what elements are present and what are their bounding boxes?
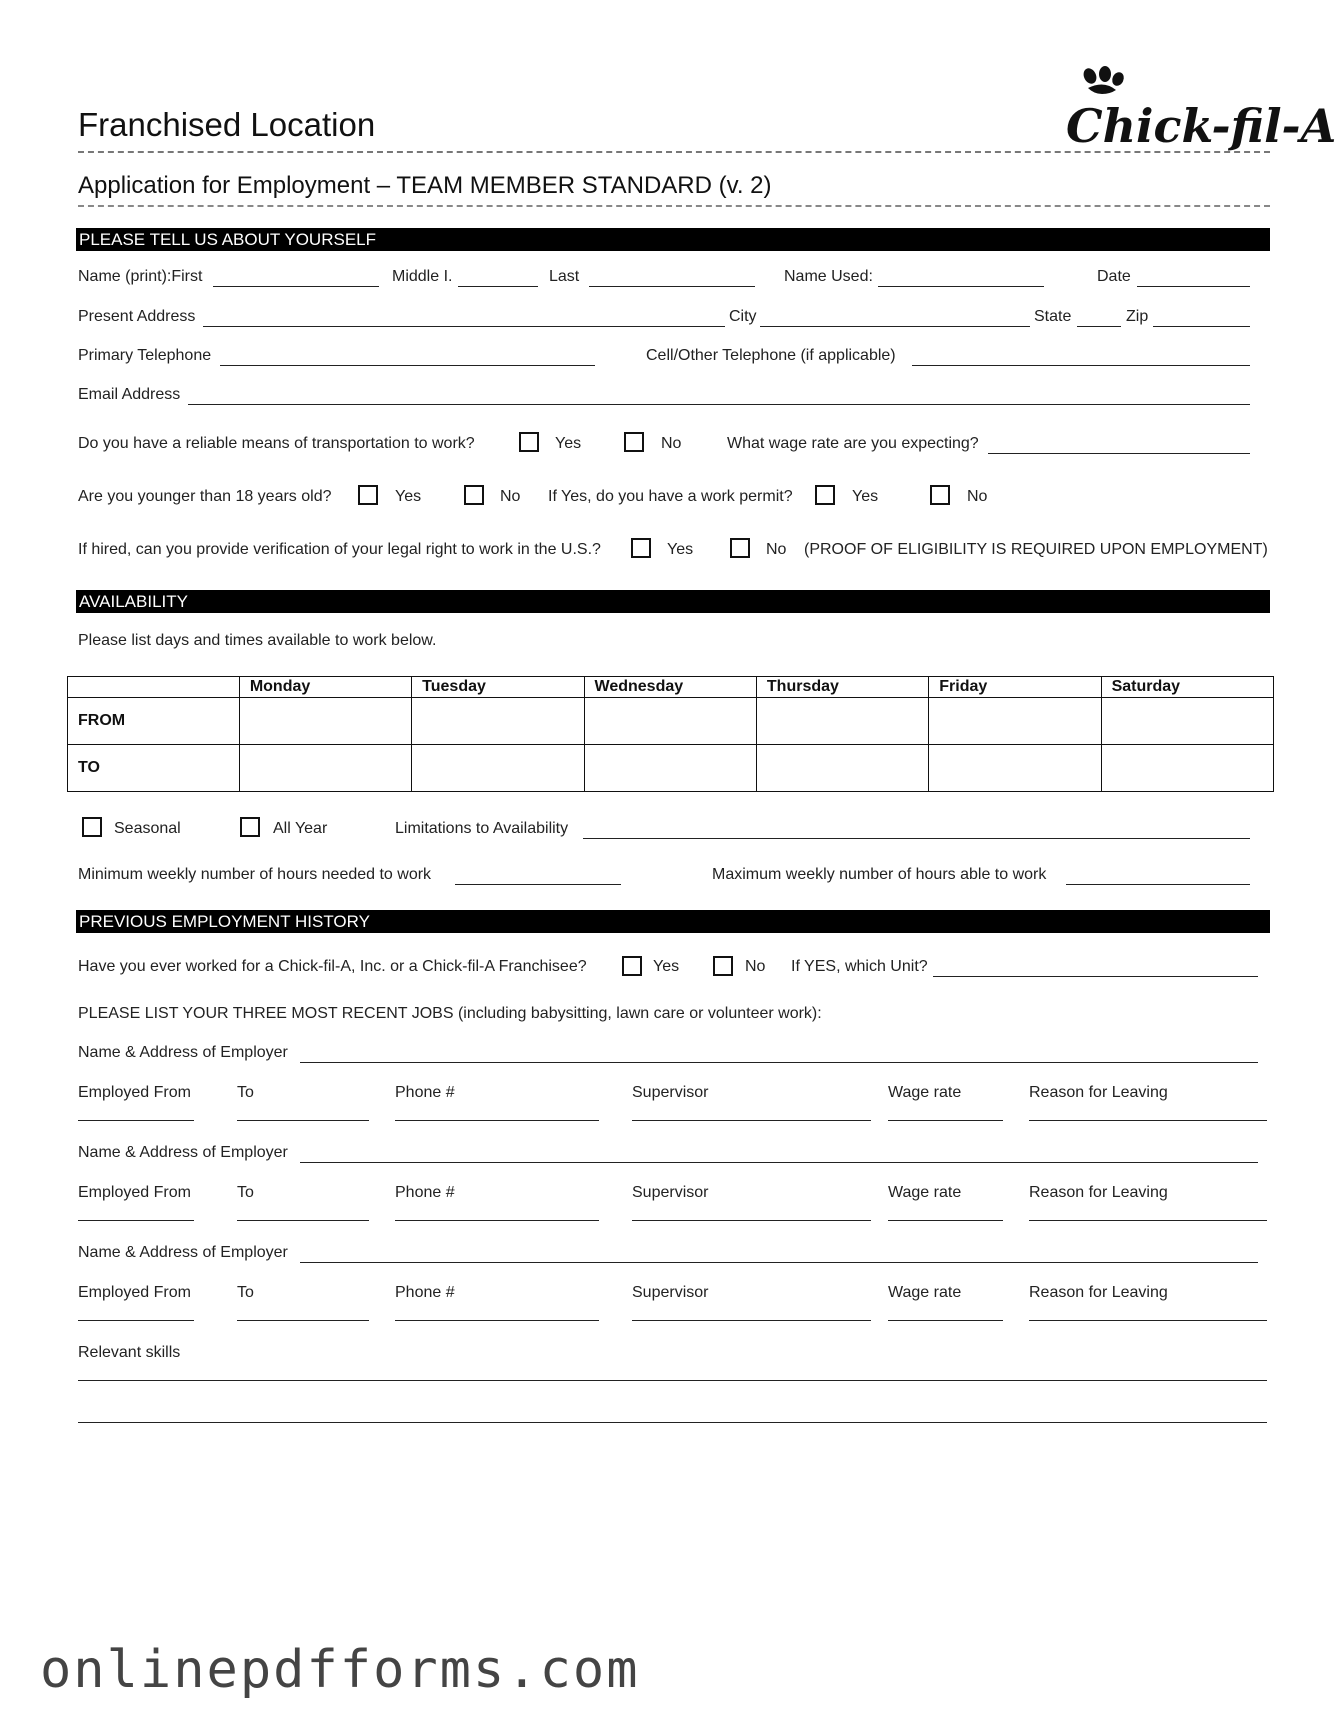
employed-from-field[interactable] xyxy=(78,1120,194,1121)
to-cell[interactable] xyxy=(412,745,584,792)
first-name-label: Name (print):First xyxy=(78,268,203,285)
worked-before-yes-checkbox[interactable] xyxy=(622,956,642,976)
wage-rate-label: Wage rate xyxy=(888,1184,962,1201)
reason-leaving-label: Reason for Leaving xyxy=(1029,1284,1168,1301)
reason-leaving-field[interactable] xyxy=(1029,1220,1267,1221)
availability-from-row xyxy=(68,698,1274,745)
from-cell[interactable] xyxy=(756,698,928,745)
availability-instruction: Please list days and times available to work below. xyxy=(78,632,437,649)
worked-before-yes-label: Yes xyxy=(653,958,680,975)
max-hours-field[interactable] xyxy=(1066,884,1250,885)
last-name-label: Last xyxy=(549,268,580,285)
header-divider xyxy=(78,151,1270,153)
which-unit-label: If YES, which Unit? xyxy=(791,958,928,975)
age-no-checkbox[interactable] xyxy=(464,485,484,505)
phone-label: Phone # xyxy=(395,1184,455,1201)
logo-text: Chick-fil-A xyxy=(1066,99,1337,153)
name-used-label: Name Used: xyxy=(784,268,873,285)
worked-before-no-checkbox[interactable] xyxy=(713,956,733,976)
employer-field[interactable] xyxy=(300,1062,1258,1063)
which-unit-field[interactable] xyxy=(933,976,1258,977)
relevant-skills-line-2[interactable] xyxy=(78,1422,1267,1423)
phone-field[interactable] xyxy=(395,1120,599,1121)
reason-leaving-field[interactable] xyxy=(1029,1320,1267,1321)
from-cell[interactable] xyxy=(239,698,411,745)
permit-question: If Yes, do you have a work permit? xyxy=(548,488,793,505)
middle-initial-label: Middle I. xyxy=(392,268,453,285)
supervisor-field[interactable] xyxy=(632,1120,871,1121)
form-subtitle: Application for Employment – TEAM MEMBER STANDARD (v. 2) xyxy=(78,172,772,199)
primary-phone-field[interactable] xyxy=(220,365,595,366)
zip-field[interactable] xyxy=(1153,326,1250,327)
employed-from-label: Employed From xyxy=(78,1284,191,1301)
form-title: Franchised Location xyxy=(78,106,376,143)
last-name-field[interactable] xyxy=(589,286,755,287)
wage-rate-field[interactable] xyxy=(888,1320,1003,1321)
employed-to-label: To xyxy=(237,1284,254,1301)
min-hours-label: Minimum weekly number of hours needed to work xyxy=(78,866,432,883)
availability-header-row xyxy=(68,677,1274,698)
wage-rate-label: Wage rate xyxy=(888,1084,962,1101)
permit-yes-checkbox[interactable] xyxy=(815,485,835,505)
primary-phone-label: Primary Telephone xyxy=(78,347,212,364)
wage-expected-field[interactable] xyxy=(988,453,1250,454)
chick-fil-a-logo xyxy=(1058,66,1337,156)
name-used-field[interactable] xyxy=(878,286,1044,287)
day-header: Monday xyxy=(239,677,411,698)
employed-from-field[interactable] xyxy=(78,1220,194,1221)
age-question: Are you younger than 18 years old? xyxy=(78,488,332,505)
middle-initial-field[interactable] xyxy=(458,286,538,287)
age-no-label: No xyxy=(500,488,521,505)
availability-table xyxy=(67,676,1274,792)
day-header: Tuesday xyxy=(412,677,584,698)
recent-jobs-instruction: PLEASE LIST YOUR THREE MOST RECENT JOBS (including babysitting, lawn care or volunteer work): xyxy=(78,1005,822,1022)
supervisor-label: Supervisor xyxy=(632,1184,709,1201)
employer-label: Name & Address of Employer xyxy=(78,1244,288,1261)
supervisor-label: Supervisor xyxy=(632,1284,709,1301)
worked-before-question: Have you ever worked for a Chick-fil-A, Inc. or a Chick-fil-A Franchisee? xyxy=(78,958,587,975)
date-label: Date xyxy=(1097,268,1131,285)
city-field[interactable] xyxy=(760,326,1030,327)
to-cell[interactable] xyxy=(756,745,928,792)
employer-label: Name & Address of Employer xyxy=(78,1044,288,1061)
to-cell[interactable] xyxy=(584,745,756,792)
supervisor-field[interactable] xyxy=(632,1220,871,1221)
email-field[interactable] xyxy=(188,404,1250,405)
legal-no-label: No xyxy=(766,541,787,558)
permit-no-checkbox[interactable] xyxy=(930,485,950,505)
subtitle-divider xyxy=(78,205,1270,207)
max-hours-label: Maximum weekly number of hours able to work xyxy=(712,866,1047,883)
relevant-skills-label: Relevant skills xyxy=(78,1344,181,1361)
city-label: City xyxy=(729,308,757,325)
employed-to-label: To xyxy=(237,1084,254,1101)
state-field[interactable] xyxy=(1077,326,1121,327)
employed-from-field[interactable] xyxy=(78,1320,194,1321)
first-name-field[interactable] xyxy=(213,286,379,287)
phone-field[interactable] xyxy=(395,1220,599,1221)
legal-right-question: If hired, can you provide verification of your legal right to work in the U.S.? xyxy=(78,541,601,558)
to-cell[interactable] xyxy=(929,745,1101,792)
age-yes-label: Yes xyxy=(395,488,422,505)
day-header: Thursday xyxy=(756,677,928,698)
all-year-checkbox[interactable] xyxy=(240,817,260,837)
availability-corner-cell xyxy=(68,677,240,698)
section-header-history: PREVIOUS EMPLOYMENT HISTORY xyxy=(76,910,1270,933)
reason-leaving-field[interactable] xyxy=(1029,1120,1267,1121)
employed-from-label: Employed From xyxy=(78,1084,191,1101)
day-header: Wednesday xyxy=(584,677,756,698)
wage-rate-field[interactable] xyxy=(888,1220,1003,1221)
date-field[interactable] xyxy=(1137,286,1250,287)
email-label: Email Address xyxy=(78,386,181,403)
employed-to-label: To xyxy=(237,1184,254,1201)
permit-no-label: No xyxy=(967,488,988,505)
to-cell[interactable] xyxy=(239,745,411,792)
phone-label: Phone # xyxy=(395,1284,455,1301)
phone-label: Phone # xyxy=(395,1084,455,1101)
employed-from-label: Employed From xyxy=(78,1184,191,1201)
employed-to-field[interactable] xyxy=(237,1120,369,1121)
from-cell[interactable] xyxy=(584,698,756,745)
zip-label: Zip xyxy=(1126,308,1149,325)
availability-to-row xyxy=(68,745,1274,792)
employed-to-field[interactable] xyxy=(237,1320,369,1321)
from-cell[interactable] xyxy=(412,698,584,745)
employer-field[interactable] xyxy=(300,1162,1258,1163)
worked-before-no-label: No xyxy=(745,958,766,975)
wage-question: What wage rate are you expecting? xyxy=(727,435,979,452)
transport-yes-checkbox[interactable] xyxy=(519,432,539,452)
row-label-to: TO xyxy=(68,745,240,792)
cell-phone-label: Cell/Other Telephone (if applicable) xyxy=(646,347,896,364)
row-label-from: FROM xyxy=(68,698,240,745)
legal-yes-label: Yes xyxy=(667,541,694,558)
present-address-field[interactable] xyxy=(203,326,725,327)
transport-no-checkbox[interactable] xyxy=(624,432,644,452)
employer-label: Name & Address of Employer xyxy=(78,1144,288,1161)
section-header-about: PLEASE TELL US ABOUT YOURSELF xyxy=(76,228,1270,251)
all-year-label: All Year xyxy=(273,820,328,837)
age-yes-checkbox[interactable] xyxy=(358,485,378,505)
section-header-availability: AVAILABILITY xyxy=(76,590,1270,613)
reason-leaving-label: Reason for Leaving xyxy=(1029,1184,1168,1201)
day-header: Saturday xyxy=(1101,677,1273,698)
day-header: Friday xyxy=(929,677,1101,698)
watermark: onlinepdfforms.com xyxy=(40,1640,640,1700)
min-hours-field[interactable] xyxy=(455,884,621,885)
supervisor-field[interactable] xyxy=(632,1320,871,1321)
from-cell[interactable] xyxy=(1101,698,1273,745)
reason-leaving-label: Reason for Leaving xyxy=(1029,1084,1168,1101)
phone-field[interactable] xyxy=(395,1320,599,1321)
permit-yes-label: Yes xyxy=(852,488,879,505)
supervisor-label: Supervisor xyxy=(632,1084,709,1101)
transport-yes-label: Yes xyxy=(555,435,582,452)
employed-to-field[interactable] xyxy=(237,1220,369,1221)
limitations-field[interactable] xyxy=(583,838,1250,839)
seasonal-checkbox[interactable] xyxy=(82,817,102,837)
state-label: State xyxy=(1034,308,1072,325)
seasonal-label: Seasonal xyxy=(114,820,181,837)
legal-yes-checkbox[interactable] xyxy=(631,538,651,558)
cell-phone-field[interactable] xyxy=(912,365,1250,366)
legal-no-checkbox[interactable] xyxy=(730,538,750,558)
employer-field[interactable] xyxy=(300,1262,1258,1263)
relevant-skills-line-1[interactable] xyxy=(78,1380,1267,1381)
wage-rate-field[interactable] xyxy=(888,1120,1003,1121)
limitations-label: Limitations to Availability xyxy=(395,820,569,837)
wage-rate-label: Wage rate xyxy=(888,1284,962,1301)
to-cell[interactable] xyxy=(1101,745,1273,792)
present-address-label: Present Address xyxy=(78,308,196,325)
proof-eligibility-note: (PROOF OF ELIGIBILITY IS REQUIRED UPON EMPLOYMENT) xyxy=(804,541,1268,558)
transport-no-label: No xyxy=(661,435,682,452)
transport-question: Do you have a reliable means of transportation to work? xyxy=(78,435,475,452)
from-cell[interactable] xyxy=(929,698,1101,745)
